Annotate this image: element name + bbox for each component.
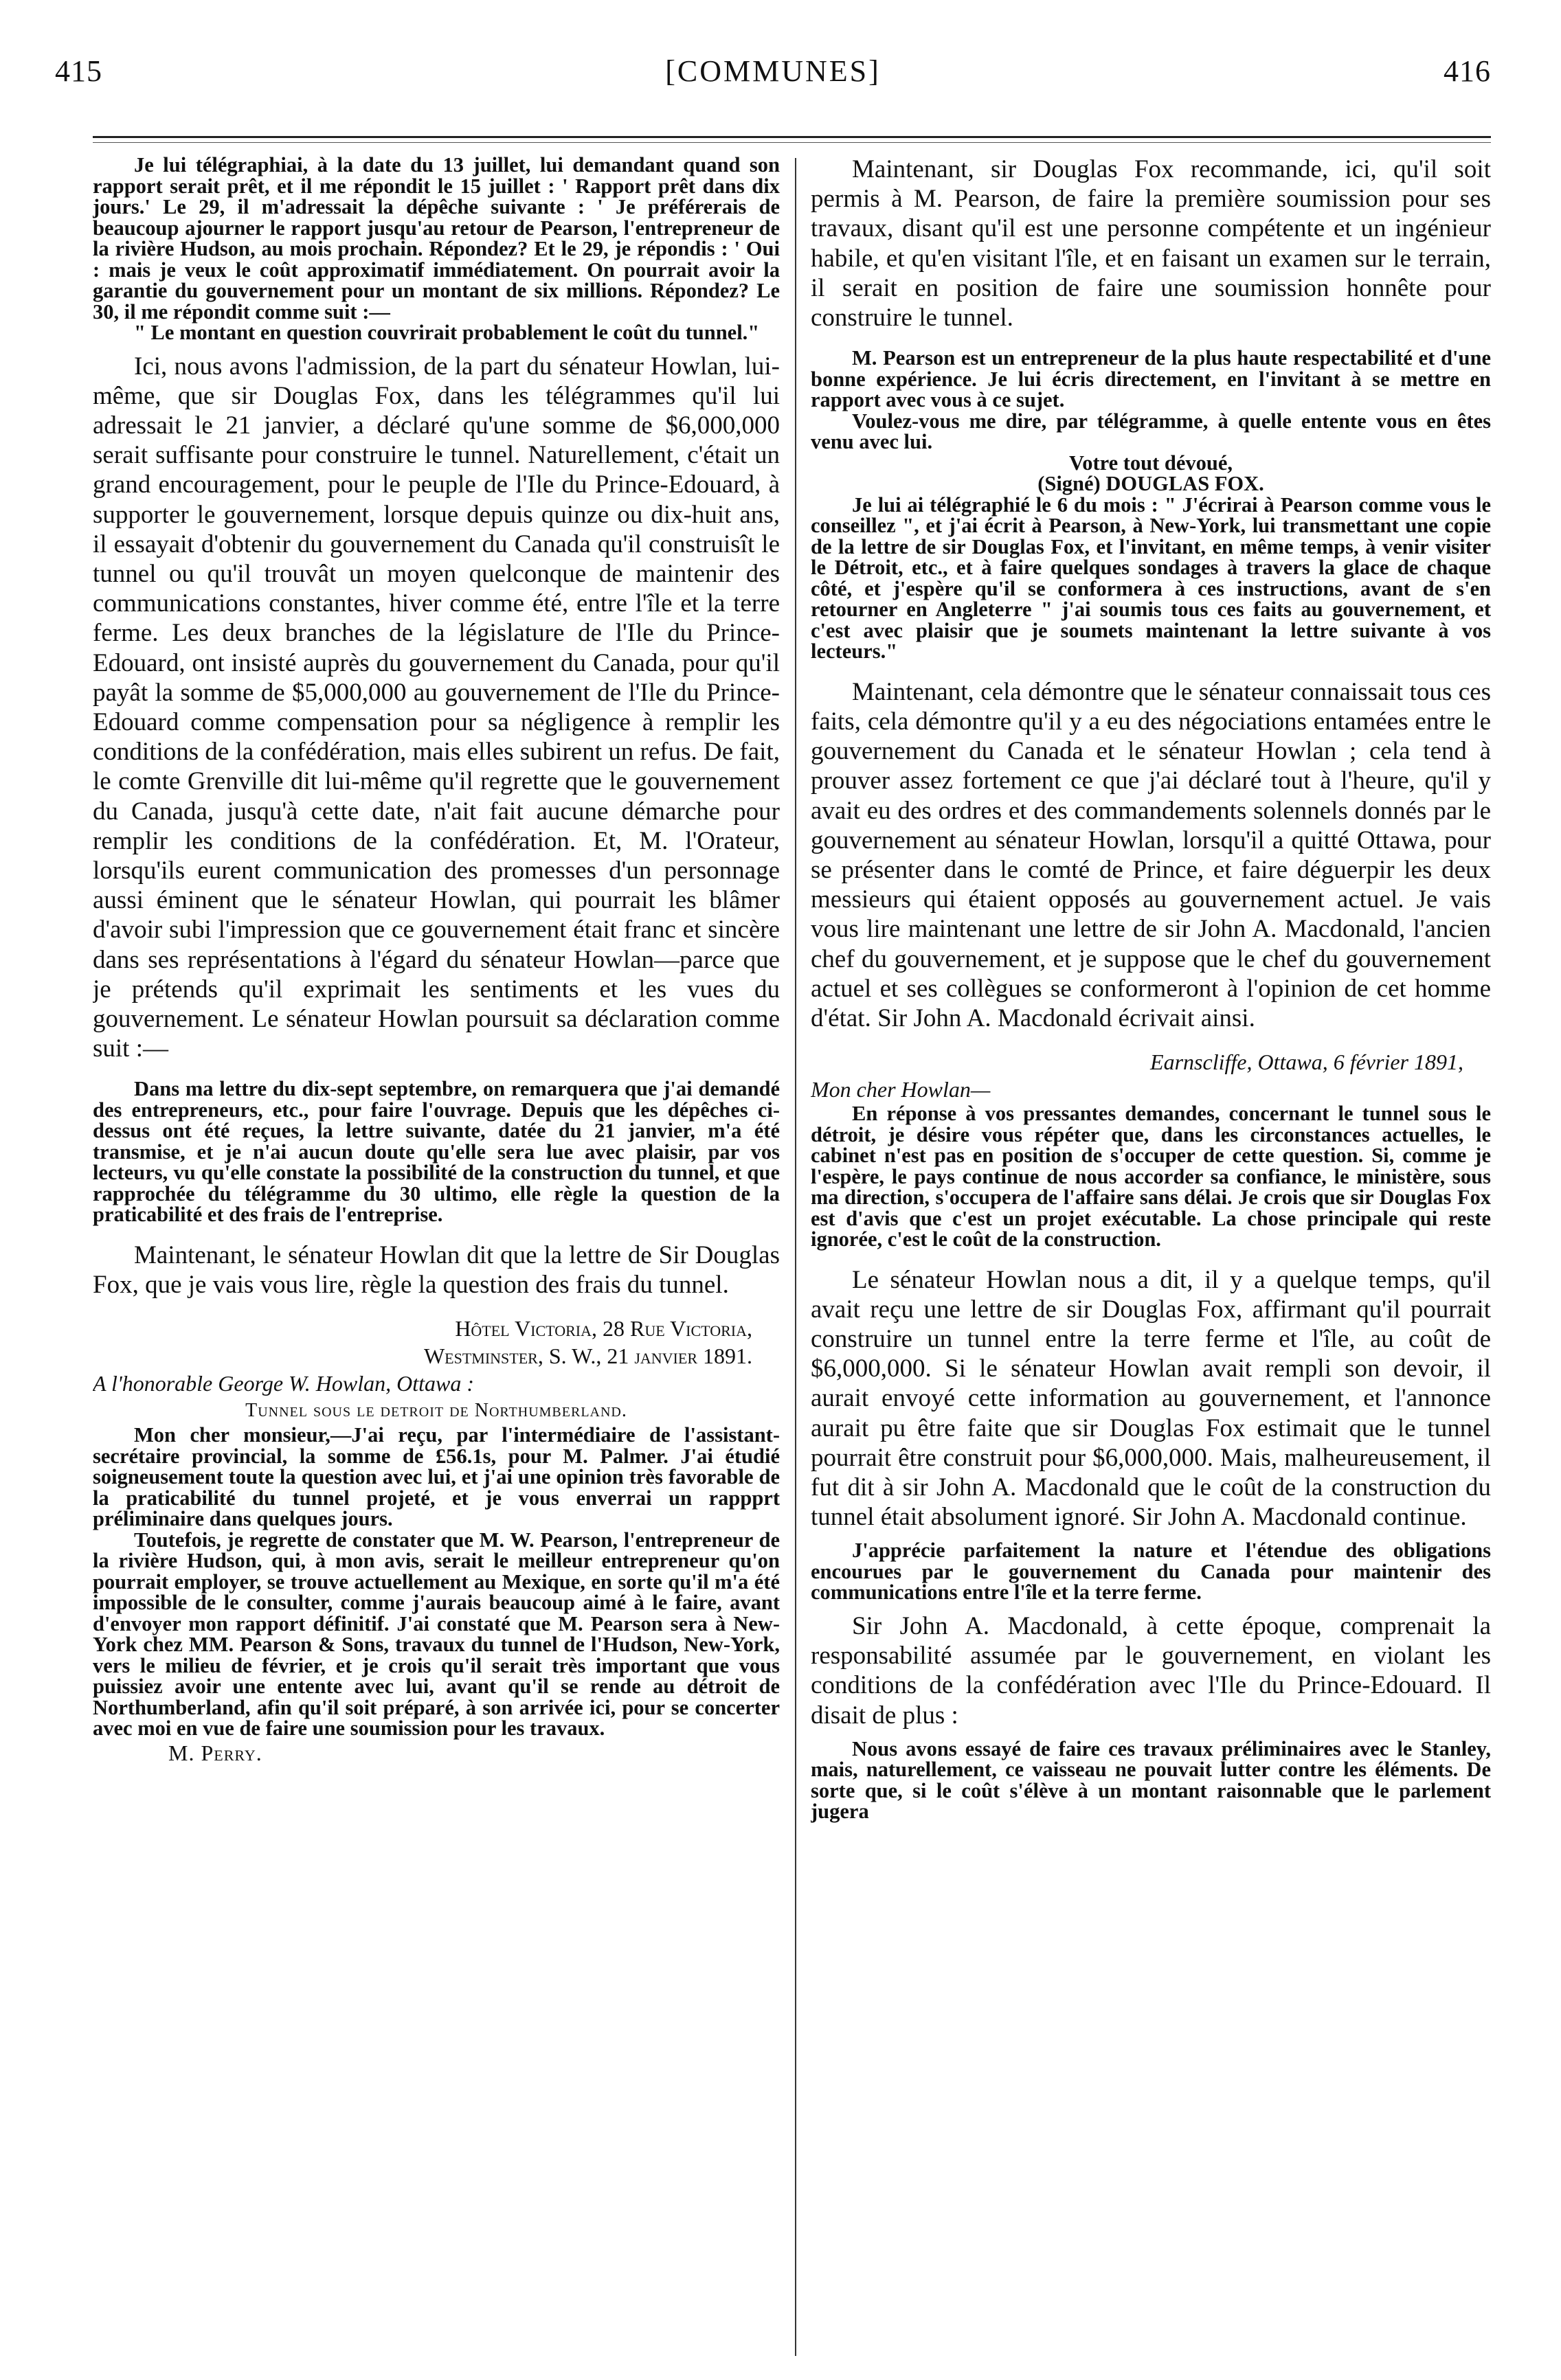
quote-paragraph: Je lui télégraphiai, à la date du 13 juillet, lui demandant quand son rapport serait prêt, et il me répondit le 15 juillet : ' Rapport prêt dans dix jours.' Le 29, il m'adressait la dépêche suivante : ' Je préférerais de beaucoup ajourner le rapport jusqu'au retour de Pearson, l'entrepreneur de la rivière Hudson, au mois prochain. Répondez? Et le 29, je répondis : ' Oui : mais je veux le coût approximatif immédiatement. On pourrait avoir la garantie du gouvernement pour un montant de six millions. Répondez? Le 30, il me répondit comme suit :— <box>93 155 780 324</box>
letter-subject: Tunnel sous le detroit de Northumberland. <box>245 1400 627 1422</box>
running-title: [COMMUNES] <box>665 54 881 88</box>
quote-paragraph: Voulez-vous me dire, par télégramme, à quelle entente vous en êtes venu avec lui. <box>811 409 1491 454</box>
letter-salutation: Mon cher Howlan— <box>811 1077 991 1102</box>
page-header <box>55 26 1491 102</box>
letter-dateline: Earnscliffe, Ottawa, 6 février 1891, <box>1150 1050 1463 1075</box>
letter-signature: M. Perry. <box>168 1740 262 1765</box>
body-paragraph: Maintenant, cela démontre que le sénateur connaissait tous ces faits, cela démontre qu'il y a eu des négociations entamées entre le gouvernement du Canada et le sénateur Howlan ; cela tend à prouver assez fortement ce que j'ai déclaré tout à l'heure, qu'il y avait eu des ordres et des commandements solennels donnés par le gouvernement au sénateur Howlan, lorsqu'il a quitté Ottawa, pour se présenter dans le comté de Prince, et faire déguerpir les deux messieurs qui étaient opposés au gouvernement actuel. Je vais vous lire maintenant une lettre de sir John A. Macdonald, l'ancien chef du gouvernement, et je suppose que le chef du gouvernement actuel et ses collègues se conformeront à l'opinion de cet homme d'état. Sir John A. Macdonald écrivait ainsi. <box>811 677 1491 1032</box>
body-paragraph: Ici, nous avons l'admission, de la part du sénateur Howlan, lui-même, que sir Douglas Fox, dans les télégrammes qu'il lui adressait le 21 janvier, a déclaré qu'une somme de $6,000,000 serait suffisante pour construire le tunnel. Naturellement, c'était un grand encouragement, pour le peuple de l'Ile du Prince-Edouard, à supporter le gouvernement, lorsque depuis quinze ou dix-huit ans, il essayait d'obtenir du gouvernement du Canada qu'il construisît le tunnel ou qu'il trouvât un moyen quelconque de maintenir des communications constantes, hiver comme été, entre l'île et la terre ferme. Les deux branches de la législature de l'Ile du Prince-Edouard, ont insisté auprès du gouvernement du Canada, pour qu'il payât la somme de $5,000,000 au gouvernement de l'Ile du Prince-Edouard comme compensation pour sa négligence à remplir les conditions de la confédération, mais elles subirent un refus. De fait, le comte Grenville dit lui-même qu'il regrette que le gouvernement du Canada, jusqu'à cette date, n'ait fait aucune démarche pour remplir les conditions de la confédération. Et, M. l'Orateur, lorsqu'ils eurent communication des promesses d'un personnage aussi éminent que le sénateur Howlan, qui pourrait les blâmer d'avoir subi l'impression que ce gouvernement était franc et sincère dans ses représentations à l'égard du sénateur Howlan—parce que je prétends qu'il exprimait les sentiments et les vues du gouvernement. Le sénateur Howlan poursuit sa déclaration comme suit :— <box>93 352 780 1063</box>
quote-paragraph: En réponse à vos pressantes demandes, concernant le tunnel sous le détroit, je désire vous répéter que, dans les circonstances actuelles, le cabinet n'est pas en position de s'occuper de cette question. Si, comme je l'espère, le pays continue de nous accorder sa confiance, le ministère, sous ma direction, s'occupera de l'affaire sans délai. Je crois que sir Douglas Fox est d'avis que c'est un projet exécutable. La chose principale qui reste ignorée, c'est le coût de la construction. <box>811 1102 1491 1251</box>
letter-signature: (Signé) DOUGLAS FOX. <box>1037 472 1264 496</box>
page-number-right: 416 <box>1444 54 1491 88</box>
quote-paragraph: Dans ma lettre du dix-sept septembre, on remarquera que j'ai demandé des entrepreneurs, etc., pour faire l'ouvrage. Depuis que les dépêches ci-dessus ont été reçues, la lettre suivante, datée du 21 janvier, m'a été transmise, et je n'ai aucun doute qu'elle sera lue avec plaisir, par vos lecteurs, vu qu'elle constate la possibilité de la construction du tunnel, et que rapprochée du télégramme du 30 ultimo, elle règle la question de la praticabilité et des frais de l'entreprise. <box>93 1077 780 1227</box>
quote-paragraph: M. Pearson est un entrepreneur de la plus haute respectabilité et d'une bonne expérience. Je lui écris directement, en l'invitant à se mettre en rapport avec vous à ce sujet. <box>811 346 1491 412</box>
letter-address-line: Westminster, S. W., 21 janvier 1891. <box>423 1344 752 1369</box>
header-rule <box>93 136 1491 138</box>
quote-paragraph: " Le montant en question couvrirait probablement le coût du tunnel." <box>134 321 760 344</box>
body-paragraph: Le sénateur Howlan nous a dit, il y a quelque temps, qu'il avait reçu une lettre de sir Douglas Fox, affirmant qu'il pourrait construire un tunnel entre la terre ferme et l'île, au coût de $6,000,000. Si le sénateur Howlan avait rempli son devoir, il aurait envoyé cette information au gouvernement, et l'annonce aurait pu être faite que sir Douglas Fox estimait que le tunnel pourrait être construit pour $6,000,000. Mais, malheureusement, il fut dit à sir John A. Macdonald que le coût de la construction du tunnel était absolument ignoré. Sir John A. Macdonald continue. <box>811 1265 1491 1532</box>
column-divider <box>795 158 796 2356</box>
letter-address-line: Hôtel Victoria, 28 Rue Victoria, <box>455 1316 752 1341</box>
quote-paragraph: Je lui ai télégraphié le 6 du mois : " J'écrirai à Pearson comme vous le conseillez ", et j'ai écrit à Pearson, à New-York, lui transmettant une copie de la lettre de sir Douglas Fox, et l'invitant, en même temps, à venir visiter le Détroit, etc., et à faire quelques sondages à travers la glace de chaque côté, et j'espère qu'il se conformera à ces instructions, avant de s'en retourner en Angleterre " j'ai soumis tous ces faits au gouvernement, et c'est avec plaisir que je soumets maintenant la lettre suivante à vos lecteurs." <box>811 492 1491 664</box>
quote-paragraph: Toutefois, je regrette de constater que M. W. Pearson, l'entrepreneur de la rivière Hudson, qui, à mon avis, serait le meilleur entrepreneur qu'on pourrait employer, se trouve actuellement au Mexique, en sorte qu'il m'a été impossible de le consulter, comme j'aurais beaucoup aimé à le faire, avant d'envoyer mon rapport définitif. J'ai constaté que M. Pearson sera à New-York chez MM. Pearson & Sons, travaux du tunnel de l'Hudson, New-York, vers le milieu de février, et je crois qu'il serait très important que vous puissiez avoir une entente avec lui, avant qu'il se rende au détroit de Northumberland, afin qu'il soit préparé, à son arrivée ici, pour se concerter avec moi en vue de faire une soumission pour les travaux. <box>93 1528 780 1741</box>
letter-closing: Votre tout dévoué, <box>1068 451 1233 475</box>
page-number-left: 415 <box>55 54 102 88</box>
header-rule-thin <box>93 142 1491 143</box>
body-paragraph: Sir John A. Macdonald, à cette époque, comprenait la responsabilité assumée par le gouvernement, en violant les conditions de la confédération avec l'Ile du Prince-Edouard. Il disait de plus : <box>811 1611 1491 1730</box>
right-column <box>811 155 1491 2366</box>
quote-paragraph: Mon cher monsieur,—J'ai reçu, par l'intermédiaire de l'assistant-secrétaire provincial, la somme de £56.1s, pour M. Palmer. J'ai étudié soigneusement toute la question avec lui, et j'ai une opinion très favorable de la praticabilité du tunnel projeté, et je vous enverrai un rappprt préliminaire dans quelques jours. <box>93 1423 780 1531</box>
letter-salutation: A l'honorable George W. Howlan, Ottawa : <box>93 1371 474 1396</box>
body-paragraph: Maintenant, sir Douglas Fox recommande, ici, qu'il soit permis à M. Pearson, de faire la première soumission pour ses travaux, disant qu'il est une personne compétente et un ingénieur habile, et qu'en visitant l'île, et en faisant un examen sur le terrain, il serait en position de faire une soumission honnête pour construire le tunnel. <box>811 155 1491 332</box>
left-column <box>93 155 780 2366</box>
body-paragraph: Maintenant, le sénateur Howlan dit que la lettre de Sir Douglas Fox, que je vais vous lire, règle la question des frais du tunnel. <box>93 1240 780 1300</box>
quote-paragraph: J'apprécie parfaitement la nature et l'étendue des obligations encourues par le gouvernement du Canada pour maintenir des communications entre l'île et la terre ferme. <box>811 1539 1491 1605</box>
quote-paragraph: Nous avons essayé de faire ces travaux préliminaires avec le Stanley, mais, naturellement, ce vaisseau ne pouvait lutter contre les éléments. De sorte que, si le coût s'élève à un montant raisonnable que le parlement jugera <box>811 1736 1491 1824</box>
